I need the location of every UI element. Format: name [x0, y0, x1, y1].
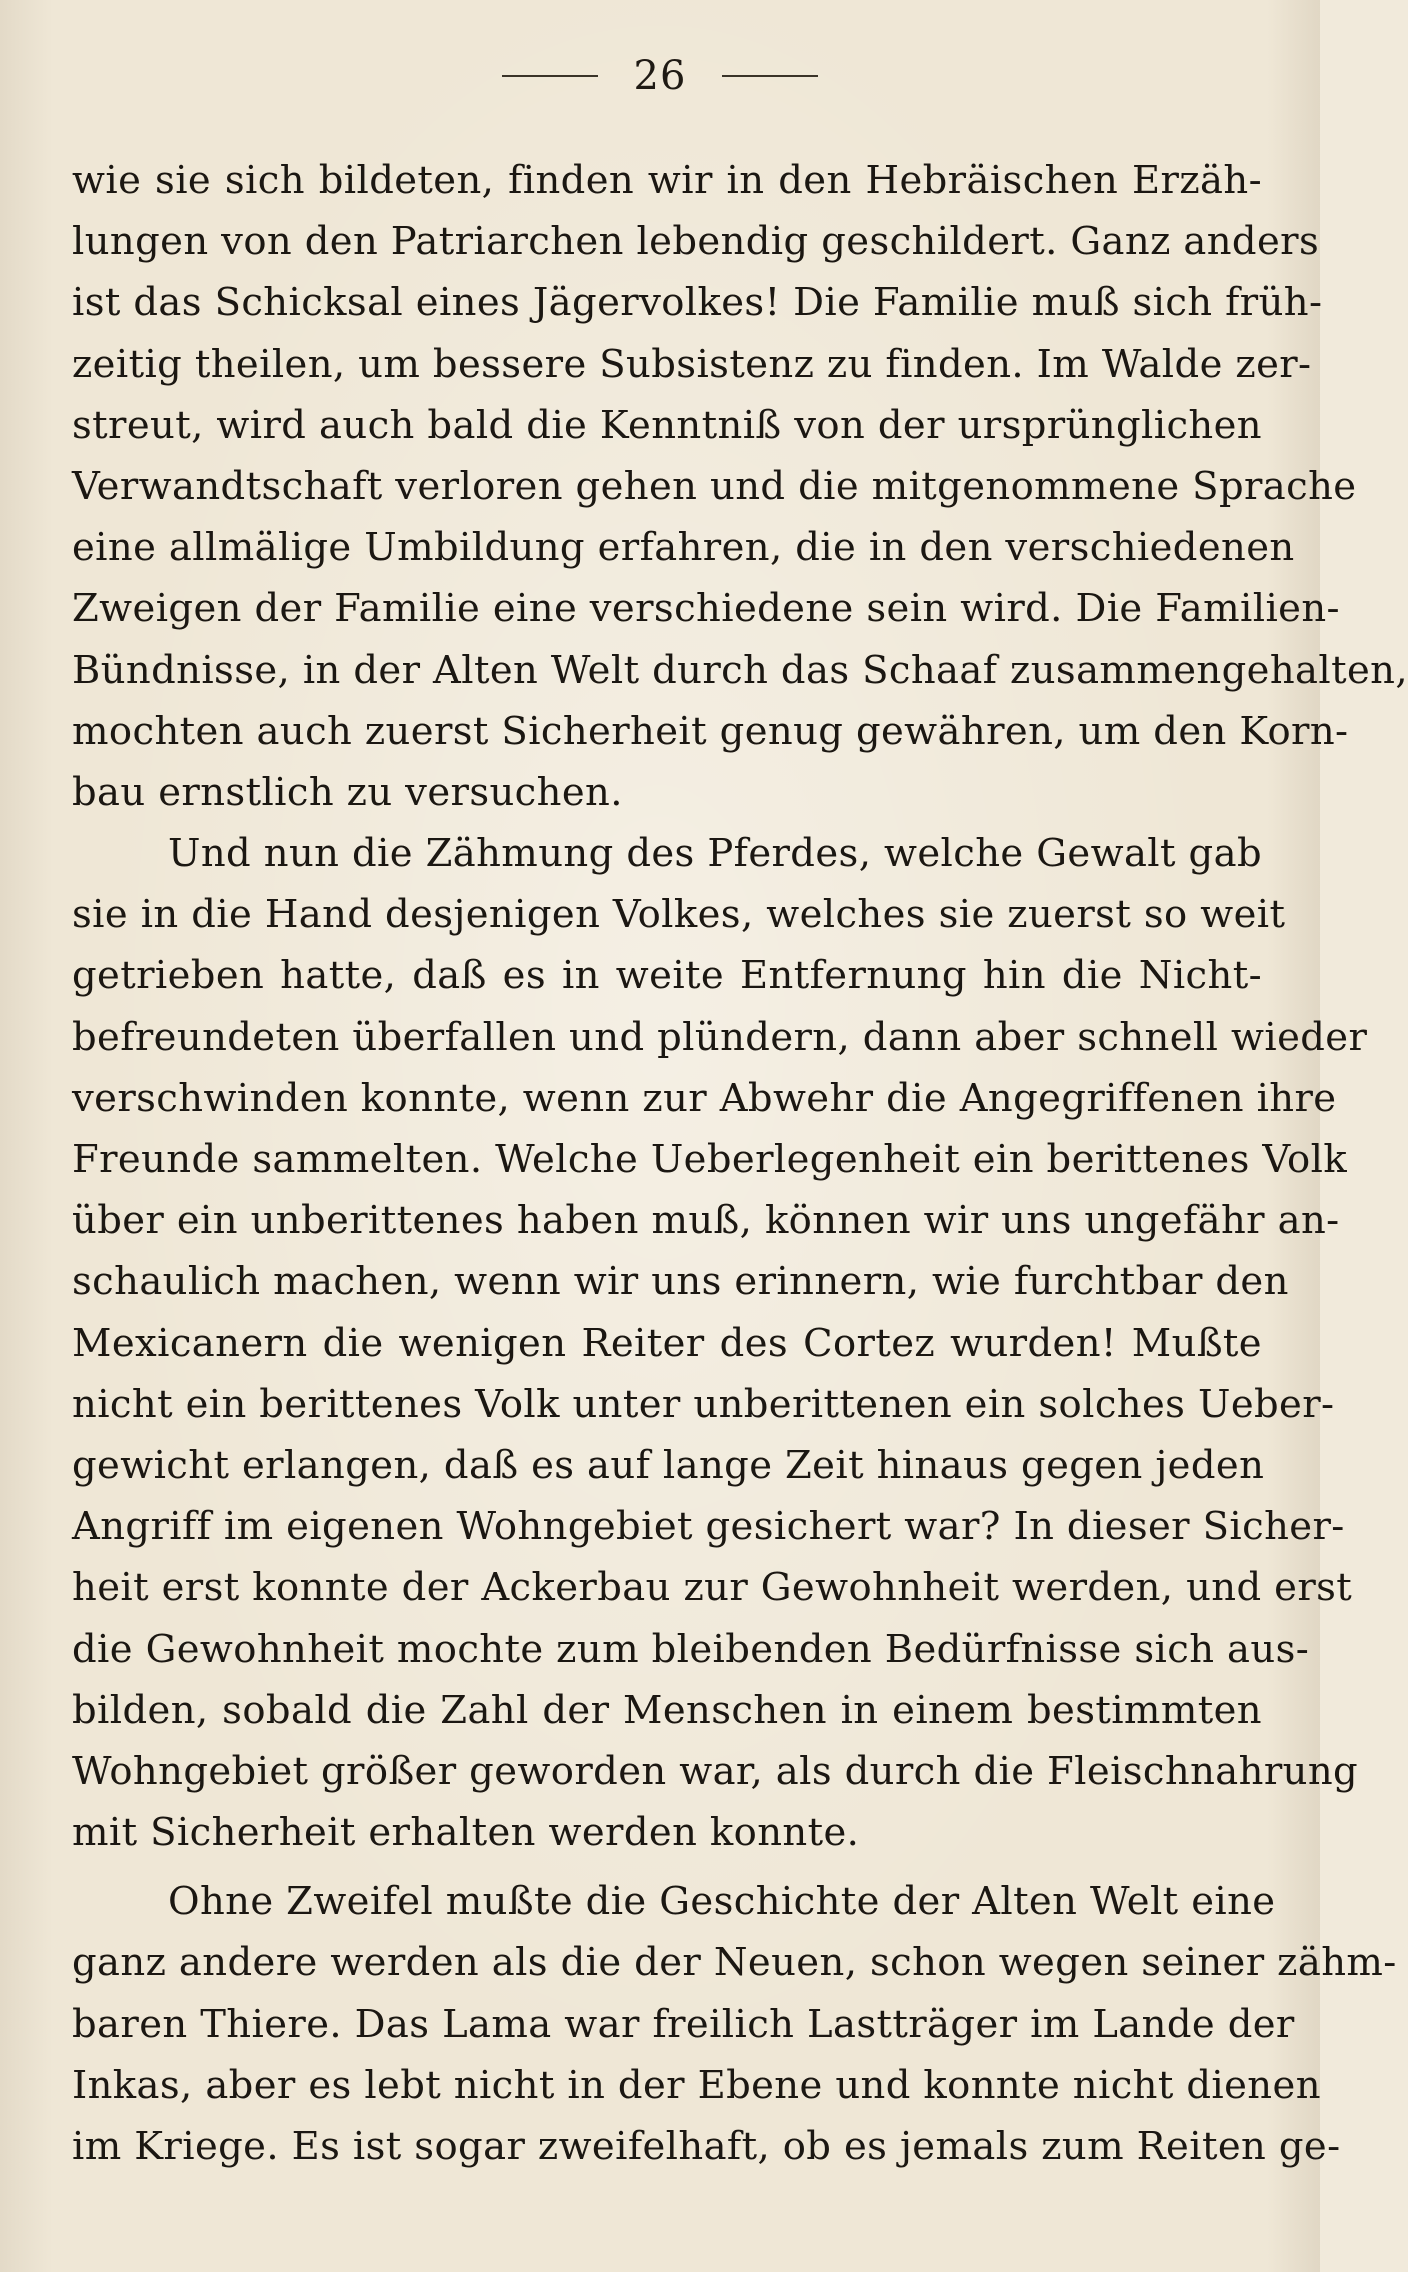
paragraph-gap	[72, 1863, 1262, 1871]
text-line: zeitig theilen, um bessere Subsistenz zu finden. Im Walde zer-	[72, 341, 1312, 387]
text-line: im Kriege. Es ist sogar zweifelhaft, ob es jemals zum Reiten ge-	[72, 2124, 1341, 2169]
text-line: Freunde sammelten. Welche Ueberlegenheit ein berittenes Volk	[72, 1137, 1348, 1182]
body-text	[72, 150, 1408, 2177]
text-line: eine allmälige Umbildung erfahren, die in den verschiedenen	[72, 525, 1295, 571]
text-line: Inkas, aber es lebt nicht in der Ebene und konnte nicht dienen	[72, 2062, 1321, 2108]
header-rule-right	[722, 75, 818, 77]
text-line: sie in die Hand desjenigen Volkes, welches sie zuerst so weit	[72, 892, 1286, 938]
text-line: verschwinden konnte, wenn zur Abwehr die Angegriffenen ihre	[72, 1075, 1337, 1121]
text-line: schaulich machen, wenn wir uns erinnern, wie furchtbar den	[72, 1259, 1289, 1305]
text-line: gewicht erlangen, daß es auf lange Zeit hinaus gegen jeden	[72, 1442, 1265, 1488]
text-line: streut, wird auch bald die Kenntniß von der ursprünglichen	[72, 402, 1262, 448]
text-line: Und nun die Zähmung des Pferdes, welche Gewalt gab	[168, 831, 1262, 877]
paragraph-3	[72, 1871, 1397, 2177]
page-header	[0, 46, 1320, 106]
text-line: heit erst konnte der Ackerbau zur Gewohnheit werden, und erst	[72, 1565, 1353, 1611]
paragraph-2	[72, 823, 1368, 1863]
text-line: lungen von den Patriarchen lebendig geschildert. Ganz anders	[72, 219, 1320, 265]
header-rule-left	[502, 75, 598, 77]
text-line: bilden, sobald die Zahl der Menschen in einem bestimmten	[72, 1687, 1262, 1733]
text-line: Mexicanern die wenigen Reiter des Cortez wurden! Mußte	[72, 1320, 1262, 1366]
text-line: Bündnisse, in der Alten Welt durch das Schaaf zusammengehalten,	[72, 647, 1408, 693]
text-line: nicht ein berittenes Volk unter unberittenen ein solches Ueber-	[72, 1381, 1335, 1427]
text-line: Ohne Zweifel mußte die Geschichte der Alten Welt eine	[168, 1879, 1276, 1925]
text-line: Verwandtschaft verloren gehen und die mitgenommene Sprache	[72, 463, 1357, 509]
page-number: 26	[633, 53, 687, 99]
paragraph-1	[72, 150, 1408, 823]
text-line: getrieben hatte, daß es in weite Entfernung hin die Nicht-	[72, 953, 1262, 999]
text-line: wie sie sich bildeten, finden wir in den Hebräischen Erzäh-	[72, 158, 1262, 203]
text-line: die Gewohnheit mochte zum bleibenden Bedürfnisse sich aus-	[72, 1626, 1310, 1672]
text-line: mochten auch zuerst Sicherheit genug gewähren, um den Korn-	[72, 708, 1349, 754]
text-line: Zweigen der Familie eine verschiedene sein wird. Die Familien-	[72, 586, 1340, 632]
text-line: ganz andere werden als die der Neuen, schon wegen seiner zähm-	[72, 1940, 1397, 1986]
text-line: Angriff im eigenen Wohngebiet gesichert war? In dieser Sicher-	[72, 1504, 1345, 1550]
text-line: mit Sicherheit erhalten werden konnte.	[72, 1810, 860, 1856]
text-line: über ein unberittenes haben muß, können wir uns ungefähr an-	[72, 1198, 1340, 1244]
text-line: befreundeten überfallen und plündern, dann aber schnell wieder	[72, 1014, 1368, 1060]
text-line: baren Thiere. Das Lama war freilich Lastträger im Lande der	[72, 2001, 1295, 2047]
text-line: ist das Schicksal eines Jägervolkes! Die Familie muß sich früh-	[72, 280, 1323, 326]
text-line: Wohngebiet größer geworden war, als durch die Fleischnahrung	[72, 1748, 1359, 1794]
text-line: bau ernstlich zu versuchen.	[72, 769, 623, 815]
